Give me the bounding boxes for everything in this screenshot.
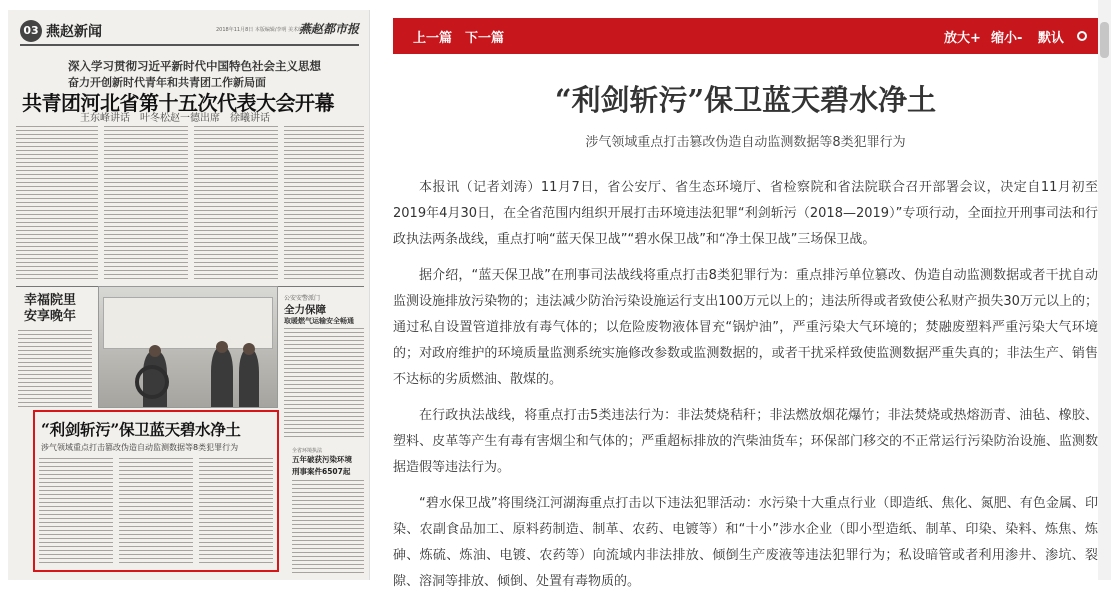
- newspaper-brand-logo: 燕赵都市报: [298, 22, 359, 36]
- highlight-article-text: [39, 458, 113, 566]
- lead-story-column: [104, 126, 188, 282]
- highlight-article-text: [199, 458, 273, 566]
- article-panel: [393, 0, 1111, 589]
- zoom-out-button[interactable]: 缩小-: [991, 31, 1023, 46]
- side-story-text: [18, 330, 92, 408]
- article-paragraph: “碧水保卫战”将围绕江河湖海重点打击以下违法犯罪活动：水污染十大重点行业（即造纸、焦化、氮肥、有色金属、印染、农副食品加工、原料药制造、制革、农药、电镀等）和“十小”涉水企业（即小型造纸、制革、印染、染料、炼焦、炼砷、炼硫、炼油、电镀、农药等）向流域内非法排放、倾倒生产废液等违法犯罪行为；私设暗管或者利用渗井、渗坑、裂隙、溶洞等排放、倾倒、处置有毒物质的。: [393, 496, 1098, 589]
- article-paragraph: 本报讯（记者刘涛）11月7日，省公安厅、省生态环境厅、省检察院和省法院联合召开部署会议，决定自11月初至2019年4月30日，在全省范围内组织开展打击环境违法犯罪“利剑斩污（2018—2019）”专项行动，全面拉开刑事司法和行政执法两条战线，重点打响“蓝天保卫战”“碧水保卫战”和“净土保卫战”三场保卫战。: [393, 180, 1098, 247]
- article-title: “利剑斩污”保卫蓝天碧水净土: [554, 83, 937, 117]
- current-article-highlight[interactable]: [33, 410, 279, 572]
- lead-story-column: [16, 126, 98, 282]
- lead-story-column: [194, 126, 278, 282]
- issue-meta: 2018年11月8日 本版编辑/李明 美术编辑/王强: [216, 27, 320, 33]
- newspaper-page-thumbnail[interactable]: [8, 10, 370, 580]
- right-story-2-tag: 全省环境执法: [292, 448, 323, 454]
- next-article-link[interactable]: 下一篇: [465, 31, 505, 46]
- page-number-badge: 03: [20, 20, 42, 42]
- vertical-scrollbar[interactable]: [1098, 0, 1111, 580]
- right-story-text: [284, 328, 364, 440]
- side-story-title-line: 幸福院里: [24, 293, 77, 308]
- lead-story-subline: 王东峰讲话 叶冬松赵一德出席 徐曦讲话: [80, 113, 270, 124]
- right-story-2-title[interactable]: 五年破获污染环境: [292, 455, 352, 464]
- article-body: [393, 175, 1098, 605]
- right-story-2-text: [292, 480, 364, 574]
- circle-icon: [1077, 31, 1087, 41]
- lead-kicker-1: 深入学习贯彻习近平新时代中国特色社会主义思想: [68, 59, 321, 73]
- article-subtitle: 涉气领域重点打击篡改伪造自动监测数据等8类犯罪行为: [585, 135, 906, 150]
- newspaper-masthead: [20, 20, 359, 46]
- lead-story-headline[interactable]: 共青团河北省第十五次代表大会开幕: [22, 91, 334, 115]
- prev-article-link[interactable]: 上一篇: [413, 31, 453, 46]
- scrollbar-thumb[interactable]: [1100, 22, 1109, 58]
- lead-story-column: [284, 126, 364, 282]
- photo-person-head: [149, 345, 161, 357]
- highlight-article-subtitle: 涉气领域重点打击篡改伪造自动监测数据等8类犯罪行为: [41, 443, 239, 452]
- highlight-article-text: [119, 458, 193, 566]
- lead-kicker-2: 奋力开创新时代青年和共青团工作新局面: [68, 76, 266, 89]
- section-name: 燕赵新闻: [46, 24, 102, 40]
- photo-person-head: [216, 341, 228, 353]
- news-photo: [98, 286, 278, 408]
- side-story-title[interactable]: [24, 293, 76, 325]
- highlight-article-title: “利剑斩污”保卫蓝天碧水净土: [41, 420, 241, 439]
- right-story-subtitle: 取暖燃气运输安全畅通: [284, 317, 354, 325]
- default-size-button[interactable]: 默认: [1038, 31, 1065, 46]
- article-paragraph: 据介绍，“蓝天保卫战”在刑事司法战线将重点打击8类犯罪行为：重点排污单位篡改、伪造自动监测数据或者干扰自动监测设施排放污染物的；违法减少防治污染设施运行支出100万元以上的；违法所得或者致使公私财产损失30万元以上的；通过私自设置管道排放有毒气体的；以危险废物液体冒充“锅炉油”，严重污染大气环境的；焚融废塑料严重污染大气环境的；对政府维护的环境质量监测系统实施修改参数或监测数据的，或者干扰采样致使监测数据严重失真的；非法生产、销售不达标的劣质燃油、散煤的。: [393, 268, 1098, 387]
- photo-billboard: [103, 297, 273, 349]
- right-story-tag: 公安安警派门: [284, 295, 321, 302]
- photo-wheel: [135, 365, 169, 399]
- zoom-in-button[interactable]: 放大+: [944, 31, 981, 46]
- right-story-2-title: 刑事案件6507起: [292, 467, 351, 476]
- right-story-title[interactable]: 全力保障: [284, 304, 326, 316]
- side-story-title-line: 安享晚年: [24, 309, 77, 324]
- article-paragraph: 在行政执法战线，将重点打击5类违法行为：非法焚烧秸秆；非法燃放烟花爆竹；非法焚烧或热熔沥青、油毡、橡胶、塑料、皮革等产生有毒有害烟尘和气体的；严重超标排放的汽柴油货车；环保部门移交的不正常运行污染防治设施、监测数据造假等违法行为。: [393, 408, 1098, 475]
- photo-person: [211, 347, 233, 407]
- photo-person: [239, 349, 259, 407]
- photo-person-head: [243, 343, 255, 355]
- article-toolbar: [393, 18, 1098, 54]
